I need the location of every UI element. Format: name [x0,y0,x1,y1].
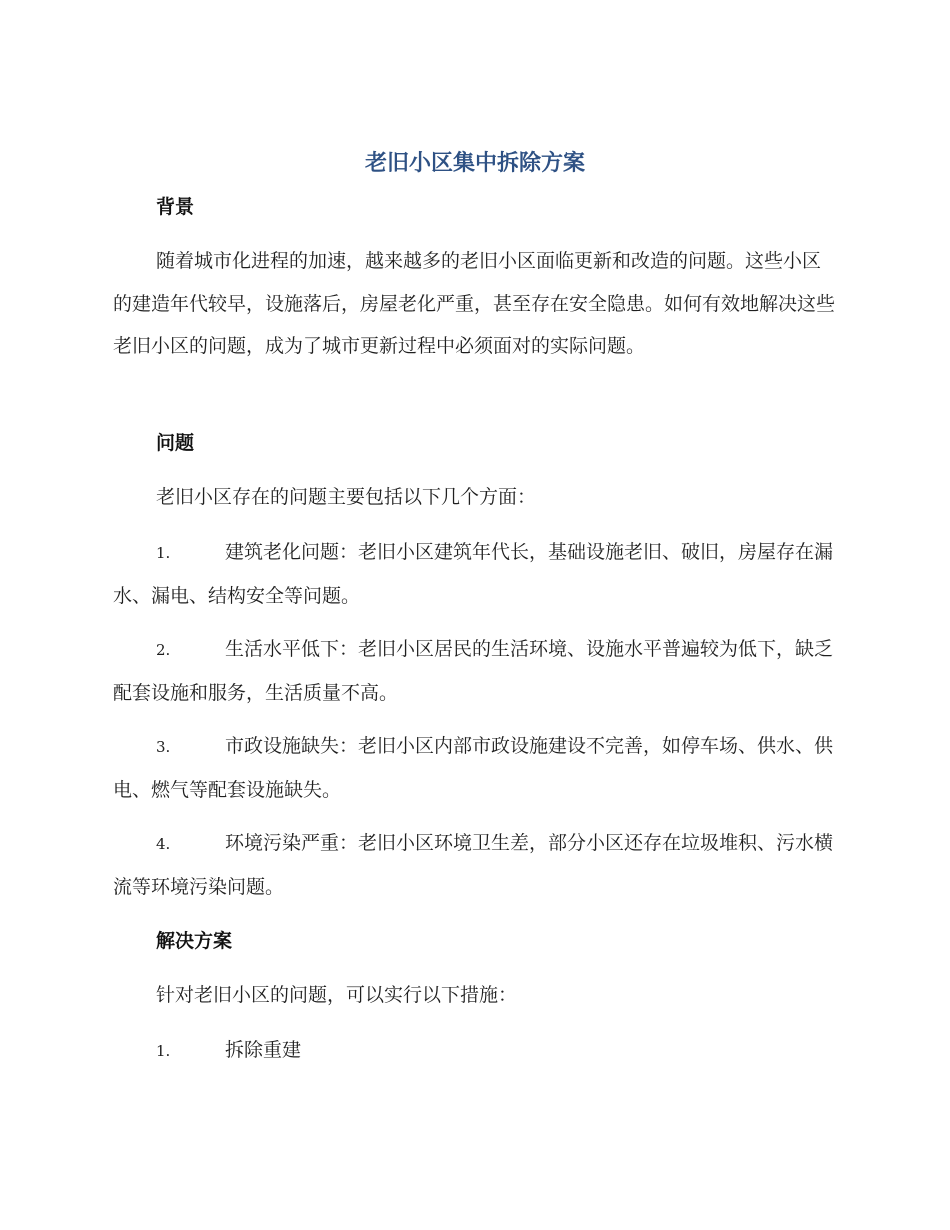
list-item-text: 拆除重建 [225,1039,302,1061]
problems-intro: 老旧小区存在的问题主要包括以下几个方面： [156,486,537,508]
list-item-text: 生活水平低下：老旧小区居民的生活环境、设施水平普遍较为低下，缺乏配套设施和服务，生活质量不高。 [113,638,834,704]
problem-list-item-3 [113,725,837,811]
solution-list-item-1 [113,1029,837,1073]
section-heading-background: 背景 [156,196,195,218]
list-number: 2. [156,641,171,659]
list-number: 1. [156,544,171,562]
problem-list-item-1 [113,531,837,617]
document-title: 老旧小区集中拆除方案 [364,151,585,176]
list-number: 1. [156,1042,171,1060]
list-number: 4. [156,835,171,853]
list-item-text: 环境污染严重：老旧小区环境卫生差，部分小区还存在垃圾堆积、污水横流等环境污染问题。 [113,832,834,898]
list-item-text: 建筑老化问题：老旧小区建筑年代长，基础设施老旧、破旧，房屋存在漏水、漏电、结构安全等问题。 [113,541,834,607]
solutions-intro: 针对老旧小区的问题，可以实行以下措施： [156,984,518,1006]
list-item-text: 市政设施缺失：老旧小区内部市政设施建设不完善，如停车场、供水、供电、燃气等配套设施缺失。 [113,735,834,801]
problem-list-item-2 [113,628,837,714]
list-number: 3. [156,738,171,756]
section-heading-solutions: 解决方案 [156,930,233,952]
problem-list-item-4 [113,822,837,908]
section-heading-problems: 问题 [156,432,195,454]
background-paragraph: 随着城市化进程的加速，越来越多的老旧小区面临更新和改造的问题。这些小区的建造年代较早，设施落后，房屋老化严重，甚至存在安全隐患。如何有效地解决这些老旧小区的问题，成为了城市更新过程中必须面对的实际问题。 [113,250,836,357]
